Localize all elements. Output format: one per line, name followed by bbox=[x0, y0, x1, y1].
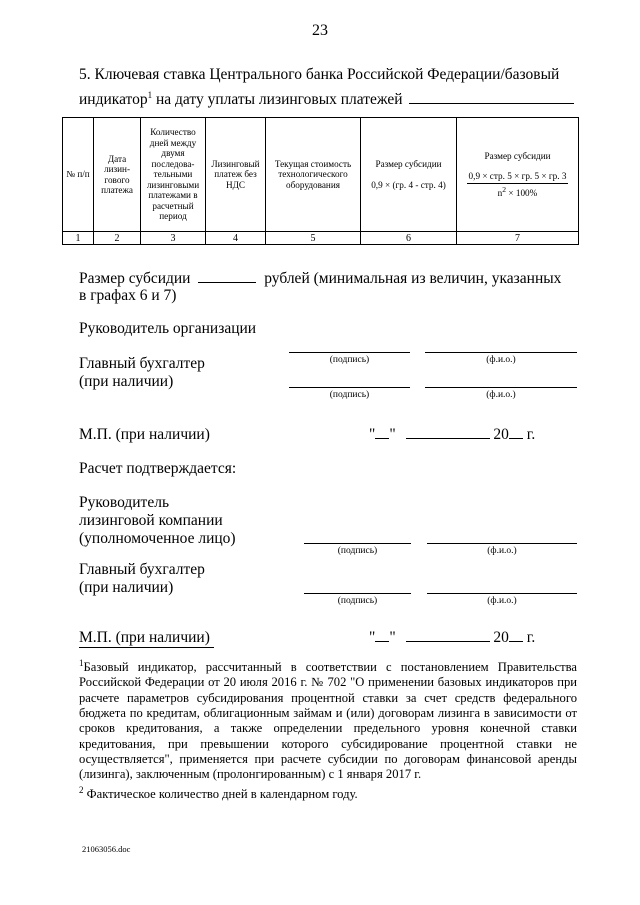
column-number: 7 bbox=[457, 232, 579, 245]
signature-line: (подпись) bbox=[304, 543, 411, 556]
column-number: 6 bbox=[361, 232, 457, 245]
column-number: 1 bbox=[63, 232, 94, 245]
header-cell: Текущая стоимость технологического оборудования bbox=[266, 118, 361, 232]
signature-line: (подпись) bbox=[289, 387, 410, 400]
month-blank bbox=[406, 641, 490, 642]
fio-line: (ф.и.о.) bbox=[427, 543, 577, 556]
date-line: " " 20 г. bbox=[369, 426, 536, 443]
table-number-row bbox=[63, 232, 579, 245]
head-org-label: Руководитель организации bbox=[79, 320, 257, 337]
header-cell: Дата лизин-гового платежа bbox=[94, 118, 141, 232]
subsidy-amount-line: Размер субсидии рублей (минимальная из величин, указанных bbox=[79, 270, 562, 287]
chief-accountant-label-2: Главный бухгалтер bbox=[79, 561, 205, 578]
document-filename: 21063056.doc bbox=[82, 844, 131, 854]
chief-accountant-label: Главный бухгалтер bbox=[79, 355, 205, 372]
footnote-2: $^2$ Фактическое количество дней в календарном году. bbox=[79, 784, 358, 801]
item5-heading bbox=[79, 64, 579, 110]
col7-formula: $\frac{\text{0,9 × стр. 5 × гр. 5 × гр. 3}}{n^2 \times 100\%}$ bbox=[468, 171, 567, 198]
column-number: 4 bbox=[206, 232, 266, 245]
fio-line: (ф.и.о.) bbox=[425, 387, 577, 400]
col6-formula: 0,9 × (гр. 4 - стр. 4) bbox=[371, 179, 446, 190]
header-cell: Количество дней между двумя последова-тельными лизинговыми платежами в расчетный период bbox=[141, 118, 206, 232]
header-cell: № п/п bbox=[63, 118, 94, 232]
column-number: 3 bbox=[141, 232, 206, 245]
subsidy-amount-line2: в графах 6 и 7) bbox=[79, 287, 177, 304]
page-number: 23 bbox=[312, 22, 328, 39]
header-cell: Лизинговый платеж без НДС bbox=[206, 118, 266, 232]
footnotes bbox=[79, 656, 577, 802]
signature-line: (подпись) bbox=[289, 352, 410, 365]
leasing-head-label: (уполномоченное лицо) bbox=[79, 530, 236, 547]
month-blank bbox=[406, 438, 490, 439]
fio-line: (ф.и.о.) bbox=[425, 352, 577, 365]
column-number: 2 bbox=[94, 232, 141, 245]
subsidy-table bbox=[62, 117, 579, 245]
header-cell-col7: Размер субсидии $\frac{\text{0,9 × стр. 5 × гр. 5 × гр. 3}}{n^2 \times 100\%}$ bbox=[457, 118, 579, 232]
footnote-ref-1: 1 bbox=[147, 90, 153, 100]
leasing-head-label: лизинговой компании bbox=[79, 512, 223, 529]
confirmation-label: Расчет подтверждается: bbox=[79, 460, 237, 477]
subsidy-amount-blank bbox=[198, 282, 256, 283]
stamp-label-2: М.П. (при наличии) bbox=[79, 629, 214, 648]
fio-line: (ф.и.о.) bbox=[427, 593, 577, 606]
chief-accountant-note-2: (при наличии) bbox=[79, 579, 174, 596]
chief-accountant-note: (при наличии) bbox=[79, 373, 174, 390]
table-header-row bbox=[63, 118, 579, 232]
item5-line1: 5. Ключевая ставка Центрального банка Российской Федерации/базовый bbox=[79, 66, 560, 83]
signature-line: (подпись) bbox=[304, 593, 411, 606]
stamp-label: М.П. (при наличии) bbox=[79, 426, 210, 443]
column-number: 5 bbox=[266, 232, 361, 245]
footnote-1: $^1$Базовый индикатор, рассчитанный в соответствии с постановлением Правительства Российской Федерации от 20 июля 2016 г. № 702 "О применении базовых индикаторов при расчете параметров субсидирования процентной ставки за счет средств федерального бюджета по кредитам, облигационным займам и (или) договорам лизинга в зависимости от сроков кредитования, а также определении предельного уровня конечной ставки кредитования, при превышении которого субсидирование процентной ставки не осуществляется", применяется при расчете субсидии по договорам финансовой аренды (лизинга), заключенным (пролонгированным) с 1 января 2017 г. bbox=[79, 658, 577, 782]
leasing-head-label: Руководитель bbox=[79, 494, 170, 511]
header-cell-col6: Размер субсидии 0,9 × (гр. 4 - стр. 4) bbox=[361, 118, 457, 232]
rate-blank bbox=[409, 89, 574, 104]
item5-line2: индикатор$^1$ на дату уплаты лизинговых платежей bbox=[79, 85, 579, 110]
date-line-2: " " 20 г. bbox=[369, 629, 536, 646]
